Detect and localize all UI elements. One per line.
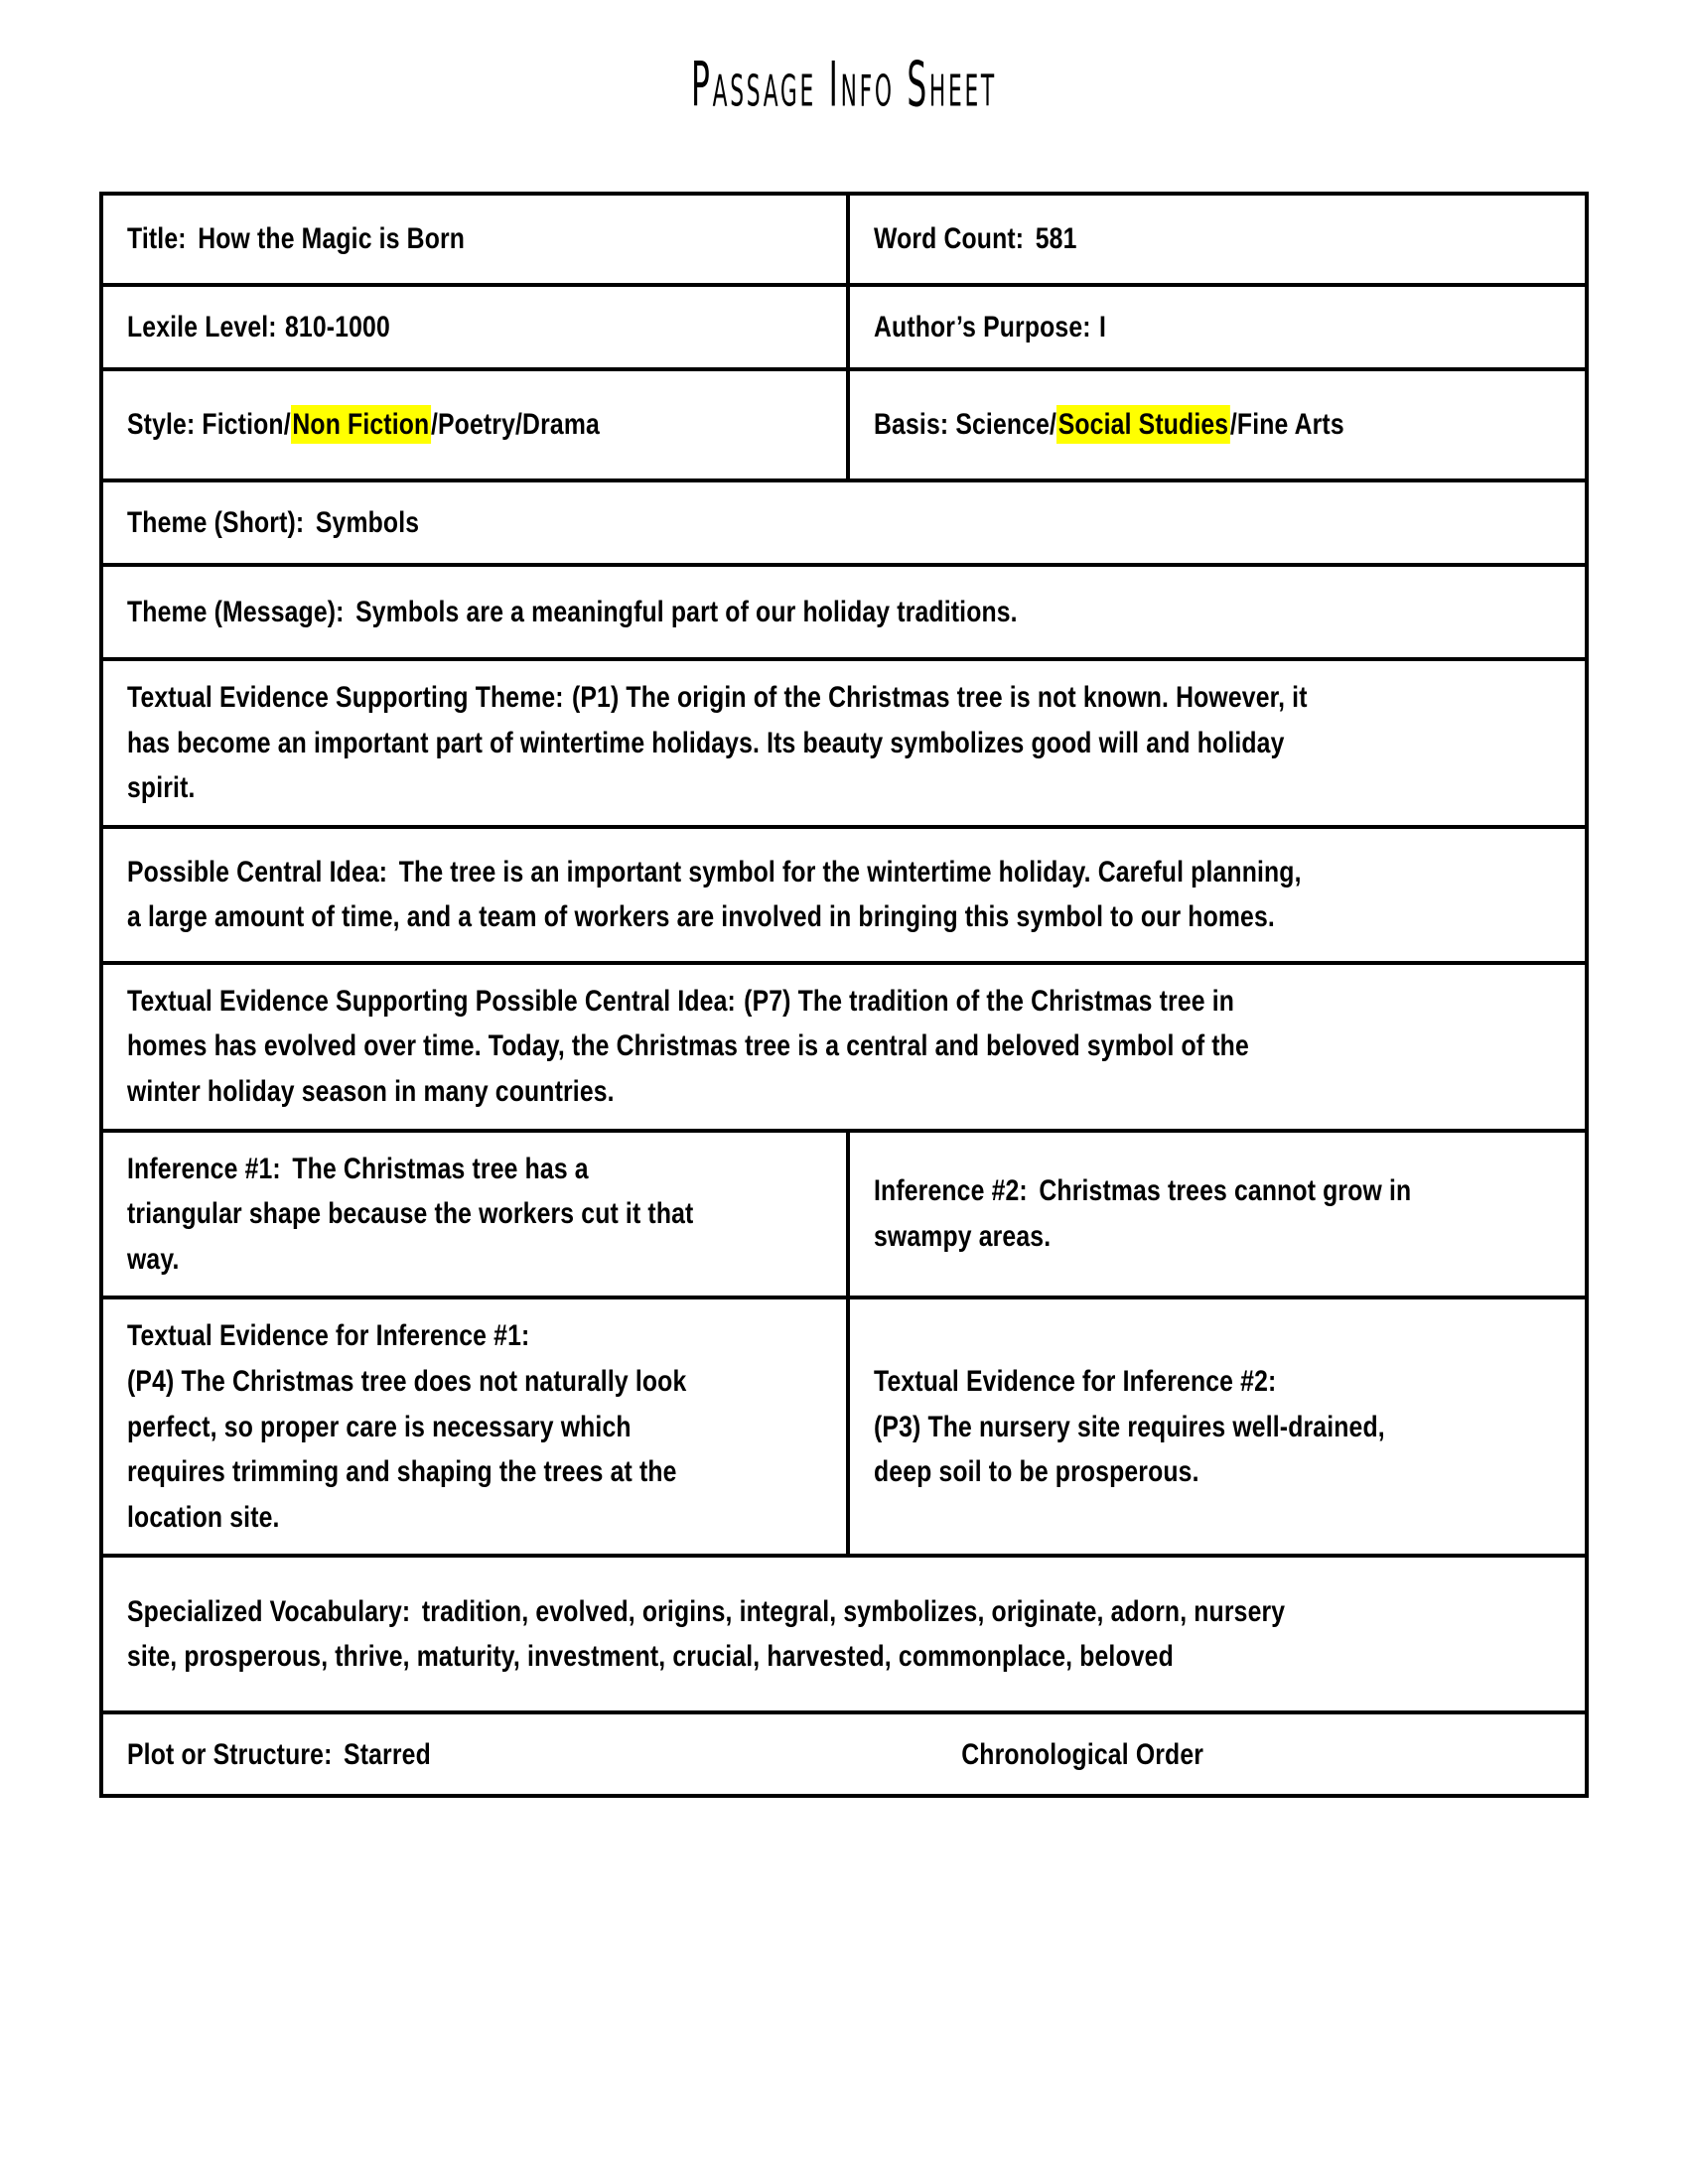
row-theme-message [103, 563, 1585, 657]
lexile-label: Lexile Level: [127, 310, 277, 343]
evidence-inference1-text: (P4) The Christmas tree does not naturally look perfect, so proper care is necessary which requires trimming and shaping the trees at the location site. [127, 1364, 687, 1534]
evidence-theme-label: Textual Evidence Supporting Theme: [127, 681, 564, 714]
word-count-value: 581 [1035, 222, 1077, 256]
row-evidence-central-idea [103, 961, 1585, 1129]
row-evidence-inferences [103, 1296, 1585, 1554]
theme-short-label: Theme (Short): [127, 505, 305, 539]
row-inferences [103, 1129, 1585, 1297]
basis-cell [850, 371, 1585, 478]
row-plot-structure [103, 1710, 1585, 1794]
authors-purpose-value: I [1098, 310, 1107, 343]
vocabulary-text: tradition, evolved, origins, integral, symbolizes, originate, adorn, nursery site, prosperous, thrive, maturity, investment, crucial, harvested, commonplace, beloved [127, 1594, 1286, 1674]
row-central-idea [103, 825, 1585, 961]
evidence-theme-text: (P1) The origin of the Christmas tree is not known. However, it has become an important part of wintertime holidays. Its beauty symbolizes good will and holiday spirit. [127, 681, 1308, 805]
authors-purpose-label: Author’s Purpose: [874, 310, 1091, 343]
word-count-label: Word Count: [874, 222, 1025, 256]
inference2-label: Inference #2: [874, 1174, 1028, 1208]
evidence-inference2-label: Textual Evidence for Inference #2: [874, 1364, 1277, 1398]
inference1-label: Inference #1: [127, 1152, 281, 1185]
theme-short-text: Symbols [315, 505, 420, 539]
theme-message-text: Symbols are a meaningful part of our holiday traditions. [355, 595, 1018, 628]
vocabulary-label: Specialized Vocabulary: [127, 1594, 411, 1628]
lexile-value: 810-1000 [284, 310, 390, 343]
theme-short-cell [103, 482, 1585, 563]
basis-highlighted-option: Social Studies [1056, 405, 1230, 444]
central-idea-label: Possible Central Idea: [127, 855, 388, 888]
evidence-central-idea-cell [103, 965, 1585, 1129]
title-value: How the Magic is Born [198, 222, 466, 256]
inference2-text: Christmas trees cannot grow in swampy areas. [874, 1174, 1412, 1253]
style-cell [103, 371, 850, 478]
lexile-cell [103, 287, 850, 367]
basis-prefix: Basis: Science/ [874, 408, 1057, 442]
evidence-theme-cell [103, 661, 1585, 825]
row-theme-short [103, 478, 1585, 563]
evidence-inference1-cell [103, 1299, 850, 1554]
vocabulary-cell [103, 1558, 1585, 1710]
plot-structure-left [127, 1732, 431, 1778]
row-title-wordcount [103, 196, 1585, 283]
evidence-inference2-text: (P3) The nursery site requires well-drained, deep soil to be prosperous. [874, 1410, 1385, 1489]
inference1-cell [103, 1133, 850, 1297]
central-idea-cell [103, 829, 1585, 961]
inference2-cell [850, 1133, 1585, 1297]
evidence-inference1-label: Textual Evidence for Inference #1: [127, 1319, 530, 1353]
theme-message-label: Theme (Message): [127, 595, 345, 628]
title-cell [103, 196, 850, 283]
theme-message-cell [103, 567, 1585, 657]
row-style-basis [103, 367, 1585, 478]
row-evidence-theme [103, 657, 1585, 825]
style-highlighted-option: Non Fiction [291, 405, 431, 444]
title-label: Title: [127, 222, 187, 256]
style-suffix: /Poetry/Drama [430, 408, 600, 442]
plot-structure-label: Plot or Structure: [127, 1737, 333, 1771]
row-vocabulary [103, 1554, 1585, 1710]
style-prefix: Style: Fiction/ [127, 408, 291, 442]
basis-suffix: /Fine Arts [1229, 408, 1344, 442]
authors-purpose-cell [850, 287, 1585, 367]
evidence-central-idea-text: (P7) The tradition of the Christmas tree in homes has evolved over time. Today, the Christmas tree is a central and beloved symbol of the winter holiday season in many countries. [127, 984, 1249, 1108]
passage-info-table [99, 192, 1589, 1798]
page-title: Passage Info Sheet [691, 48, 997, 121]
word-count-cell [850, 196, 1585, 283]
central-idea-text: The tree is an important symbol for the wintertime holiday. Careful planning, a large amount of time, and a team of workers are involved in bringing this symbol to our homes. [127, 855, 1302, 934]
plot-structure-value: Starred [344, 1737, 431, 1771]
inference1-text: The Christmas tree has a triangular shape because the workers cut it that way. [127, 1152, 694, 1276]
evidence-inference2-cell [850, 1299, 1585, 1554]
evidence-central-idea-label: Textual Evidence Supporting Possible Central Idea: [127, 984, 736, 1018]
plot-structure-cell [103, 1714, 1585, 1794]
row-lexile-purpose [103, 283, 1585, 367]
plot-structure-right-value: Chronological Order [961, 1737, 1204, 1771]
